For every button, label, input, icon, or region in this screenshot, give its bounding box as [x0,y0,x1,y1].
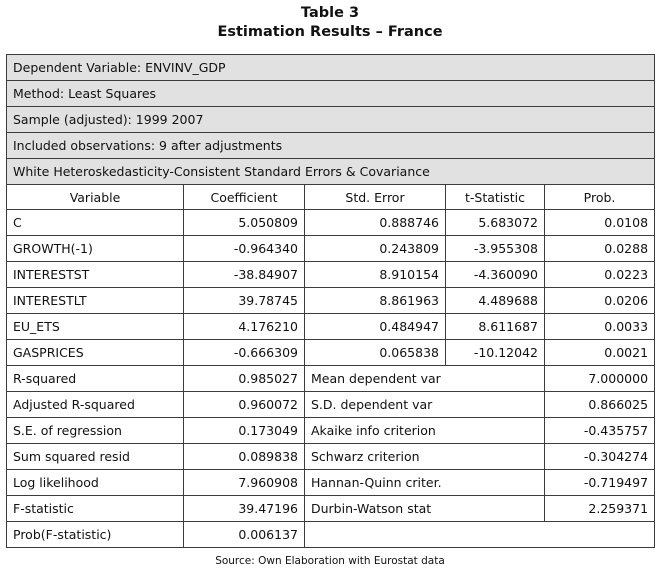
stats-row [7,444,655,470]
stats-row [7,522,655,548]
coefficient-cell: -38.84907 [184,262,305,288]
coefficient-cell: 39.78745 [184,288,305,314]
variable-cell: C [7,210,184,236]
coefficient-row [7,236,655,262]
stat-value: -0.304274 [545,444,655,470]
coefficient-row [7,314,655,340]
stats-row [7,496,655,522]
coefficient-row [7,262,655,288]
stat-label: Sum squared resid [7,444,184,470]
t-statistic-cell: -10.12042 [446,340,545,366]
stats-row [7,470,655,496]
std-error-cell: 0.888746 [305,210,446,236]
prob-cell: 0.0033 [545,314,655,340]
stats-row [7,392,655,418]
stat-label: F-statistic [7,496,184,522]
stat-value: 0.089838 [184,444,305,470]
t-statistic-cell: -4.360090 [446,262,545,288]
column-header-t-statistic: t-Statistic [446,185,545,210]
estimation-table [6,54,655,548]
source-note: Source: Own Elaboration with Eurostat data [215,555,445,567]
stat-label: Durbin-Watson stat [305,496,545,522]
prob-cell: 0.0021 [545,340,655,366]
column-header-std-error: Std. Error [305,185,446,210]
coefficient-row [7,210,655,236]
variable-cell: GROWTH(-1) [7,236,184,262]
stat-label: R-squared [7,366,184,392]
std-error-cell: 8.861963 [305,288,446,314]
prob-cell: 0.0206 [545,288,655,314]
info-standard-errors: White Heteroskedasticity-Consistent Standard Errors & Covariance [7,159,655,185]
stat-value: 0.960072 [184,392,305,418]
std-error-cell: 8.910154 [305,262,446,288]
stats-row [7,366,655,392]
stat-value: -0.435757 [545,418,655,444]
stat-label: Mean dependent var [305,366,545,392]
stat-label: Prob(F-statistic) [7,522,184,548]
stat-value: 0.006137 [184,522,305,548]
info-dependent-variable: Dependent Variable: ENVINV_GDP [7,55,655,81]
t-statistic-cell: 8.611687 [446,314,545,340]
empty-cell [305,522,655,548]
stat-value: 0.866025 [545,392,655,418]
coefficient-cell: 5.050809 [184,210,305,236]
stat-label: S.D. dependent var [305,392,545,418]
variable-cell: INTERESTLT [7,288,184,314]
info-row [7,81,655,107]
prob-cell: 0.0108 [545,210,655,236]
t-statistic-cell: 4.489688 [446,288,545,314]
stat-value: 7.960908 [184,470,305,496]
coefficient-cell: -0.964340 [184,236,305,262]
coefficient-cell: -0.666309 [184,340,305,366]
stat-label: Adjusted R-squared [7,392,184,418]
info-sample: Sample (adjusted): 1999 2007 [7,107,655,133]
std-error-cell: 0.484947 [305,314,446,340]
info-method: Method: Least Squares [7,81,655,107]
variable-cell: INTERESTST [7,262,184,288]
stat-value: -0.719497 [545,470,655,496]
t-statistic-cell: -3.955308 [446,236,545,262]
coefficient-row [7,340,655,366]
coefficient-row [7,288,655,314]
stat-value: 39.47196 [184,496,305,522]
stat-label: Log likelihood [7,470,184,496]
stat-value: 2.259371 [545,496,655,522]
stats-row [7,418,655,444]
table-subtitle: Estimation Results – France [217,24,443,40]
stat-value: 7.000000 [545,366,655,392]
column-header-coefficient: Coefficient [184,185,305,210]
column-header-variable: Variable [7,185,184,210]
variable-cell: EU_ETS [7,314,184,340]
info-row [7,55,655,81]
stat-value: 0.985027 [184,366,305,392]
stat-value: 0.173049 [184,418,305,444]
column-header-prob: Prob. [545,185,655,210]
t-statistic-cell: 5.683072 [446,210,545,236]
info-row [7,107,655,133]
prob-cell: 0.0288 [545,236,655,262]
stat-label: Akaike info criterion [305,418,545,444]
std-error-cell: 0.065838 [305,340,446,366]
coefficient-cell: 4.176210 [184,314,305,340]
info-row [7,133,655,159]
info-row [7,159,655,185]
variable-cell: GASPRICES [7,340,184,366]
info-observations: Included observations: 9 after adjustments [7,133,655,159]
prob-cell: 0.0223 [545,262,655,288]
table-title: Table 3 [300,5,360,21]
column-header-row [7,185,655,210]
stat-label: S.E. of regression [7,418,184,444]
stat-label: Schwarz criterion [305,444,545,470]
stat-label: Hannan-Quinn criter. [305,470,545,496]
std-error-cell: 0.243809 [305,236,446,262]
